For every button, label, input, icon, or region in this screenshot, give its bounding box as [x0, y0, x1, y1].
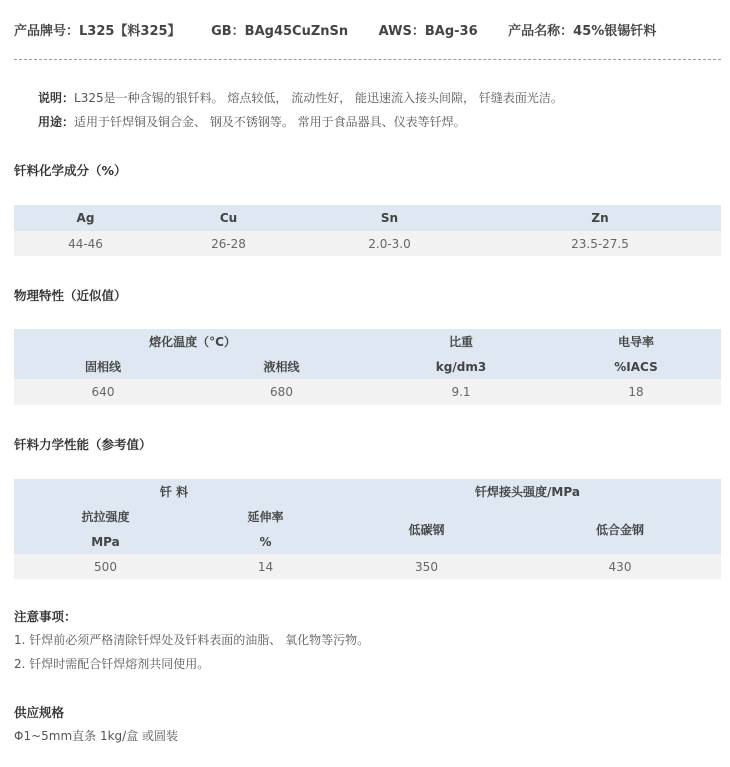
mechanical-title: 钎料力学性能（参考值）: [14, 437, 152, 452]
table-header-row: [14, 329, 721, 354]
table-header-row: [14, 504, 721, 529]
value-liquidus: 680: [192, 379, 371, 405]
table-header-row: [14, 354, 721, 379]
value-density: 9.1: [371, 379, 551, 405]
filler-header: 钎 料: [14, 479, 334, 504]
low-alloy-header: 低合金钢: [519, 504, 721, 554]
usage-label: 用途：: [38, 115, 75, 129]
solidus-header: 固相线: [14, 354, 192, 379]
header-cu: Cu: [157, 205, 300, 231]
density-unit: kg/dm3: [371, 354, 551, 379]
value-sn: 2.0-3.0: [300, 231, 479, 256]
notes-title: 注意事项：: [14, 609, 77, 624]
value-low-alloy: 430: [519, 554, 721, 579]
tensile-header: 抗拉强度: [14, 504, 197, 529]
note-item: 2. 钎焊时需配合钎焊熔剂共同使用。: [14, 657, 210, 671]
table-header-row: [14, 205, 721, 231]
value-tensile: 500: [14, 554, 197, 579]
note-item: 1. 钎焊前必须严格清除钎焊处及钎料表面的油脂、 氧化物等污物。: [14, 633, 370, 647]
supply-text: Φ1~5mm直条 1kg/盒 或圆装: [14, 729, 179, 743]
physical-table: [14, 329, 721, 405]
usage-line: [38, 113, 466, 130]
elongation-unit: %: [197, 529, 334, 554]
joint-strength-header: 钎焊接头强度/MPa: [334, 479, 721, 504]
header-zn: Zn: [479, 205, 721, 231]
value-ag: 44-46: [14, 231, 157, 256]
value-low-carbon: 350: [334, 554, 519, 579]
conductivity-header: 电导率: [551, 329, 721, 354]
physical-title: 物理特性（近似值）: [14, 288, 127, 303]
gb-standard: GB：BAg45CuZnSn: [211, 24, 349, 39]
value-elongation: 14: [197, 554, 334, 579]
table-row: [14, 379, 721, 405]
composition-table: [14, 205, 721, 256]
supply-title: 供应规格: [14, 705, 65, 720]
density-header: 比重: [371, 329, 551, 354]
product-name: 产品名称：45%银锡钎料: [508, 24, 657, 39]
description-line: [38, 89, 563, 106]
product-brand: 产品牌号：L325【料325】: [14, 24, 181, 39]
value-solidus: 640: [14, 379, 192, 405]
melting-header: 熔化温度（°C）: [14, 329, 371, 354]
product-header: [14, 20, 682, 39]
table-row: [14, 554, 721, 579]
header-ag: Ag: [14, 205, 157, 231]
usage-text: 适用于钎焊铜及铜合金、 钢及不锈钢等。 常用于食品器具、仪表等钎焊。: [74, 115, 466, 129]
low-carbon-header: 低碳钢: [334, 504, 519, 554]
aws-standard: AWS：BAg-36: [378, 24, 478, 39]
value-zn: 23.5-27.5: [479, 231, 721, 256]
liquidus-header: 液相线: [192, 354, 371, 379]
elongation-header: 延伸率: [197, 504, 334, 529]
composition-title: 钎料化学成分（%）: [14, 163, 127, 178]
description-text: L325是一种含锡的银钎料。 熔点较低， 流动性好， 能迅速流入接头间隙， 钎缝表面光洁。: [74, 91, 563, 105]
value-conductivity: 18: [551, 379, 721, 405]
tensile-unit: MPa: [14, 529, 197, 554]
table-row: [14, 231, 721, 256]
description-label: 说明：: [38, 91, 75, 105]
value-cu: 26-28: [157, 231, 300, 256]
table-header-row: [14, 479, 721, 504]
conductivity-unit: %IACS: [551, 354, 721, 379]
header-sn: Sn: [300, 205, 479, 231]
dashed-divider: [14, 59, 721, 60]
mechanical-table: [14, 479, 721, 579]
